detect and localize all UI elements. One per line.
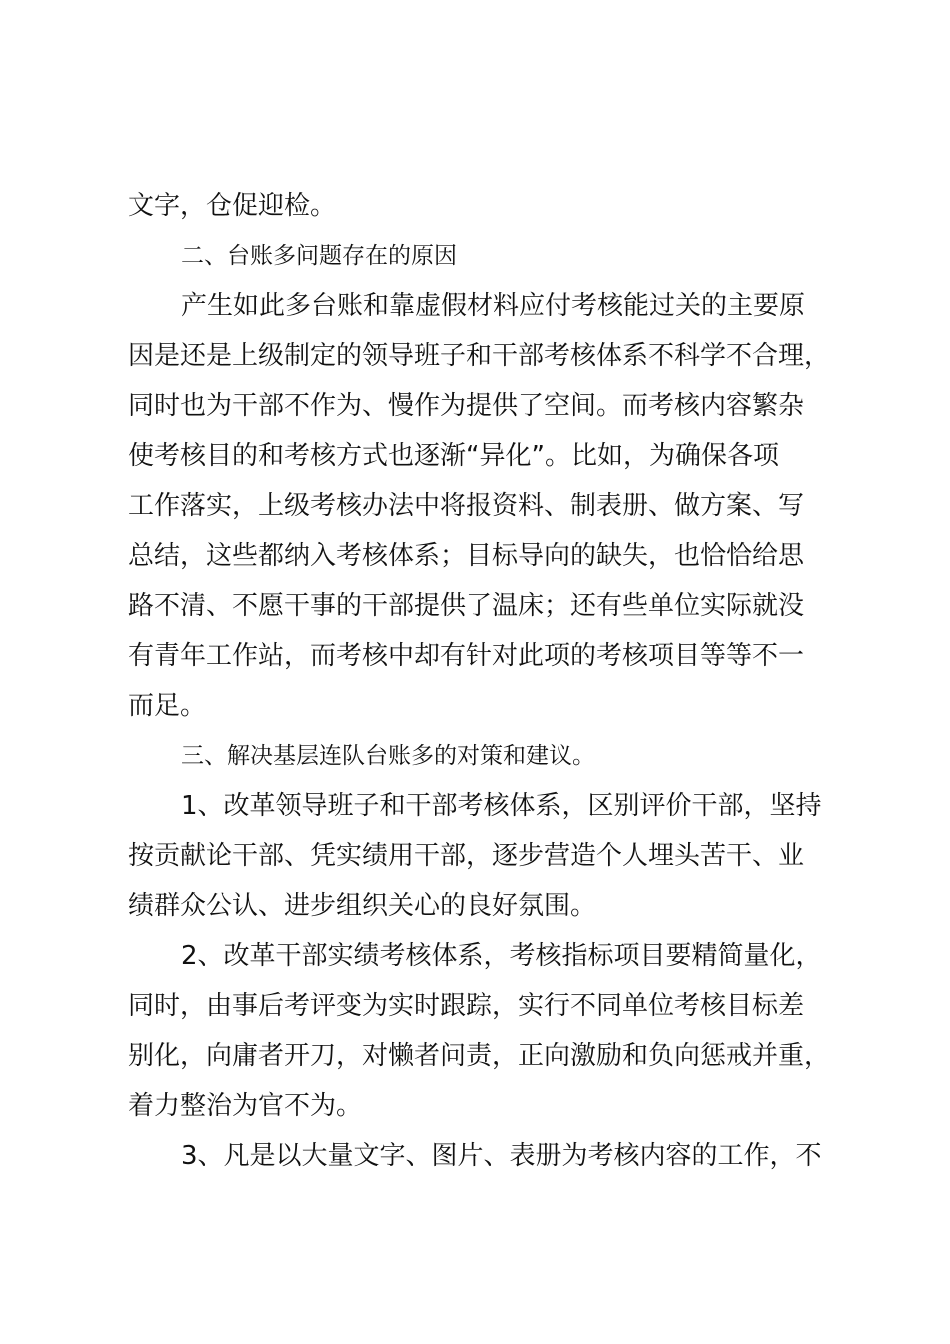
body-line: 同时也为干部不作为、慢作为提供了空间。而考核内容繁杂 [128, 391, 805, 421]
body-line: 工作落实，上级考核办法中将报资料、制表册、做方案、写 [128, 491, 805, 521]
list-item-2-line: 别化，向庸者开刀，对懒者问责，正向激励和负向惩戒并重， [128, 1041, 831, 1071]
body-line: 产生如此多台账和靠虚假材料应付考核能过关的主要原 [181, 291, 806, 321]
section-heading-2: 二、台账多问题存在的原因 [181, 243, 457, 269]
list-item-1-line: 1、改革领导班子和干部考核体系，区别评价干部，坚持 [181, 791, 822, 821]
list-item-1-line: 按贡献论干部、凭实绩用干部，逐步营造个人埋头苦干、业 [128, 841, 805, 871]
body-line: 总结，这些都纳入考核体系；目标导向的缺失，也恰恰给思 [128, 541, 805, 571]
paragraph-continuation-line: 文字，仓促迎检。 [128, 191, 337, 221]
section-heading-3: 三、解决基层连队台账多的对策和建议。 [181, 743, 595, 769]
list-item-2-line: 2、改革干部实绩考核体系，考核指标项目要精简量化， [181, 941, 822, 971]
body-line: 因是还是上级制定的领导班子和干部考核体系不科学不合理， [128, 341, 831, 371]
list-item-1-line: 绩群众公认、进步组织关心的良好氛围。 [128, 891, 597, 921]
body-line: 使考核目的和考核方式也逐渐“异化”。比如，为确保各项 [128, 441, 779, 471]
list-item-2-line: 同时，由事后考评变为实时跟踪，实行不同单位考核目标差 [128, 991, 805, 1021]
list-item-3-line: 3、凡是以大量文字、图片、表册为考核内容的工作，不 [181, 1141, 822, 1171]
body-line: 而足。 [128, 691, 207, 721]
body-line: 路不清、不愿干事的干部提供了温床；还有些单位实际就没 [128, 591, 805, 621]
list-item-2-line: 着力整治为官不为。 [128, 1091, 363, 1121]
body-line: 有青年工作站，而考核中却有针对此项的考核项目等等不一 [128, 641, 805, 671]
